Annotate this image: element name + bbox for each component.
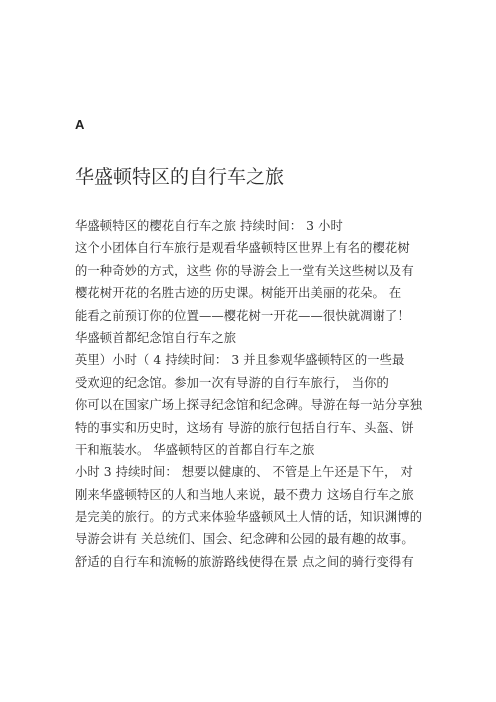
body-line: 小时 3 持续时间： 想要以健康的、 不管是上午还是下午， 对 (75, 465, 413, 480)
body-line: 特的事实和历史时，这场有 导游的旅行包括自行车、头盔、饼 (75, 420, 414, 435)
document-body (75, 215, 425, 573)
body-line: 受欢迎的纪念馆。参加一次有导游的自行车旅行， 当你的 (75, 375, 389, 390)
body-line: 这个小团体自行车旅行是观看华盛顿特区世界上有名的樱花树 (75, 241, 410, 256)
body-line: 的一种奇妙的方式，这些 你的导游会上一堂有关这些树以及有 (75, 263, 414, 278)
body-line: 是完美的旅行。的方式来体验华盛顿风土人情的话，知识渊博的 (75, 510, 423, 525)
body-line: 能看之前预订你的位置——樱花树一开花——很快就凋谢了！ (75, 308, 410, 323)
body-line: 华盛顿特区的樱花自行车之旅 持续时间： 3 小时 (75, 219, 343, 233)
body-line: 舒适的自行车和流畅的旅游路线使得在景 点之间的骑行变得有 (75, 554, 414, 569)
body-line: 刚来华盛顿特区的人和当地人来说，最不费力 这场自行车之旅 (75, 487, 414, 502)
body-line: 英里）小时（ 4 持续时间： 3 并且参观华盛顿特区的一些最 (75, 353, 405, 368)
body-line: 你可以在国家广场上探寻纪念馆和纪念碑。导游在每一站分享独 (75, 398, 423, 413)
body-line: 华盛顿首都纪念馆自行车之旅 (75, 330, 237, 345)
body-line: 干和瓶装水。 华盛顿特区的首都自行车之旅 (75, 442, 315, 457)
section-letter: A (75, 117, 85, 132)
body-line: 樱花树开花的名胜古迹的历史课。树能开出美丽的花朵。 在 (75, 286, 402, 301)
document-title: 华盛顿特区的自行车之旅 (75, 166, 285, 188)
body-line: 导游会讲有 关总统们、国会、纪念碑和公园的最有趣的故事。 (75, 532, 414, 547)
